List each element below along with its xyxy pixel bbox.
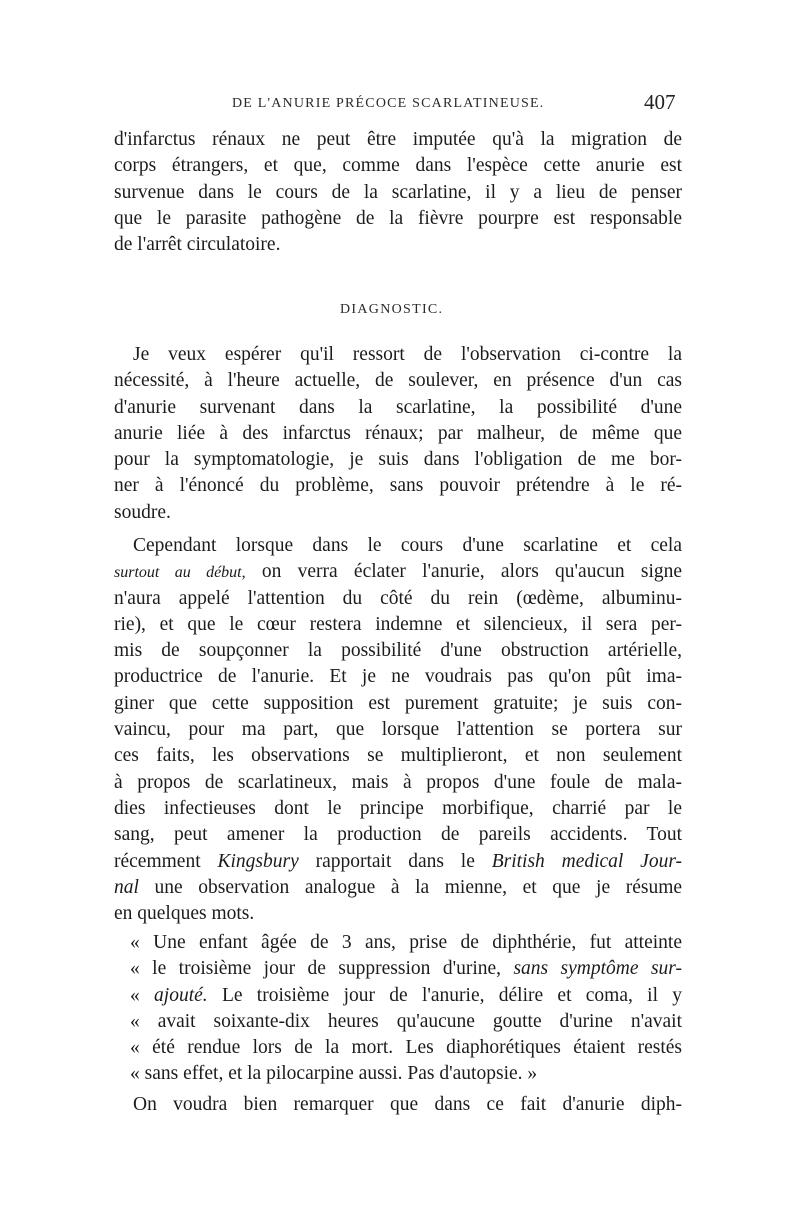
paragraph-continuation <box>114 127 682 258</box>
italic-phrase: ajouté. <box>154 984 208 1006</box>
text-fragment: rapportait dans le <box>315 850 475 872</box>
italic-phrase: surtout au début, <box>114 564 246 582</box>
text-fragment: « le troisième jour de suppression d'urine, <box>130 958 502 980</box>
quote-line: « Une enfant âgée de 3 ans, prise de diphthérie, fut atteinte <box>130 932 682 953</box>
quotation <box>114 930 682 1088</box>
quote-line: « avait soixante-dix heures qu'aucune goutte d'urine n'avait <box>130 1010 682 1032</box>
text-fragment: récemment <box>114 850 201 872</box>
text-line: corps étrangers, et que, comme dans l'espèce cette anurie est <box>114 155 682 177</box>
text-line: vaincu, pour ma part, que lorsque l'attention se portera sur <box>114 719 682 741</box>
text-line: Cependant lorsque dans le cours d'une scarlatine et cela <box>133 535 682 556</box>
italic-phrase: sans symptôme sur- <box>513 958 682 980</box>
text-line: sang, peut amener la production de pareils accidents. Tout <box>114 824 682 846</box>
text-line: giner que cette supposition est purement gratuite; je suis con- <box>114 692 682 714</box>
text-line: survenue dans le cours de la scarlatine, il y a lieu de penser <box>114 181 682 203</box>
text-line: nécessité, à l'heure actuelle, de soulever, en présence d'un cas <box>114 370 682 392</box>
text-line: anurie liée à des infarctus rénaux; par malheur, de même que <box>114 422 682 444</box>
text-line: pour la symptomatologie, je suis dans l'obligation de me bor- <box>114 449 682 471</box>
section-title: DIAGNOSTIC. <box>340 302 444 317</box>
text-line: de l'arrêt circulatoire. <box>114 234 281 256</box>
text-line: d'infarctus rénaux ne peut être imputée qu'à la migration de <box>114 129 682 150</box>
quote-line <box>114 983 682 1009</box>
text-line <box>114 849 682 875</box>
running-head: DE L'ANURIE PRÉCOCE SCARLATINEUSE. <box>232 96 545 111</box>
text-line: dies infectieuses dont le principe morbifique, charrié par le <box>114 797 682 819</box>
quote-line <box>114 956 682 982</box>
text-line: soudre. <box>114 501 171 523</box>
text-line: n'aura appelé l'attention du côté du rein (œdème, albuminu- <box>114 587 682 609</box>
text-line: rie), et que le cœur restera indemne et silencieux, il sera per- <box>114 613 682 635</box>
text-line: On voudra bien remarquer que dans ce fait d'anurie diph- <box>133 1094 682 1115</box>
author-name: Kingsbury <box>217 850 299 872</box>
text-line: que le parasite pathogène de la fièvre pourpre est responsable <box>114 207 682 229</box>
quote-mark: « <box>130 984 140 1006</box>
paragraph-diagnostic-intro <box>114 342 682 526</box>
quote-line: « sans effet, et la pilocarpine aussi. Pas d'autopsie. » <box>130 1063 538 1085</box>
text-line <box>114 875 682 901</box>
paragraph-final <box>114 1092 682 1118</box>
text-line: d'anurie survenant dans la scarlatine, la possibilité d'une <box>114 396 682 418</box>
page-number: 407 <box>644 90 676 114</box>
text-line: productrice de l'anurie. Et je ne voudrais pas qu'on pût ima- <box>114 666 682 688</box>
journal-title: nal <box>114 876 139 898</box>
paragraph-argument <box>114 533 682 927</box>
text-fragment: Le troisième jour de l'anurie, délire et coma, il y <box>221 984 683 1006</box>
journal-title: British medical Jour- <box>491 850 683 872</box>
text-line: mis de soupçonner la possibilité d'une obstruction artérielle, <box>114 640 682 662</box>
text-line: en quelques mots. <box>114 903 255 925</box>
text-fragment: on verra éclater l'anurie, alors qu'aucun signe <box>261 561 683 583</box>
text-line: ner à l'énoncé du problème, sans pouvoir prétendre à le ré- <box>114 475 682 497</box>
text-line: Je veux espérer qu'il ressort de l'observation ci-contre la <box>133 344 682 365</box>
text-line <box>114 559 682 585</box>
text-line: à propos de scarlatineux, mais à propos d'une foule de mala- <box>114 771 682 793</box>
text-line: ces faits, les observations se multiplieront, et non seulement <box>114 745 682 767</box>
text-fragment: une observation analogue à la mienne, et que je résume <box>154 876 683 898</box>
quote-line: « été rendue lors de la mort. Les diaphorétiques étaient restés <box>130 1037 682 1059</box>
